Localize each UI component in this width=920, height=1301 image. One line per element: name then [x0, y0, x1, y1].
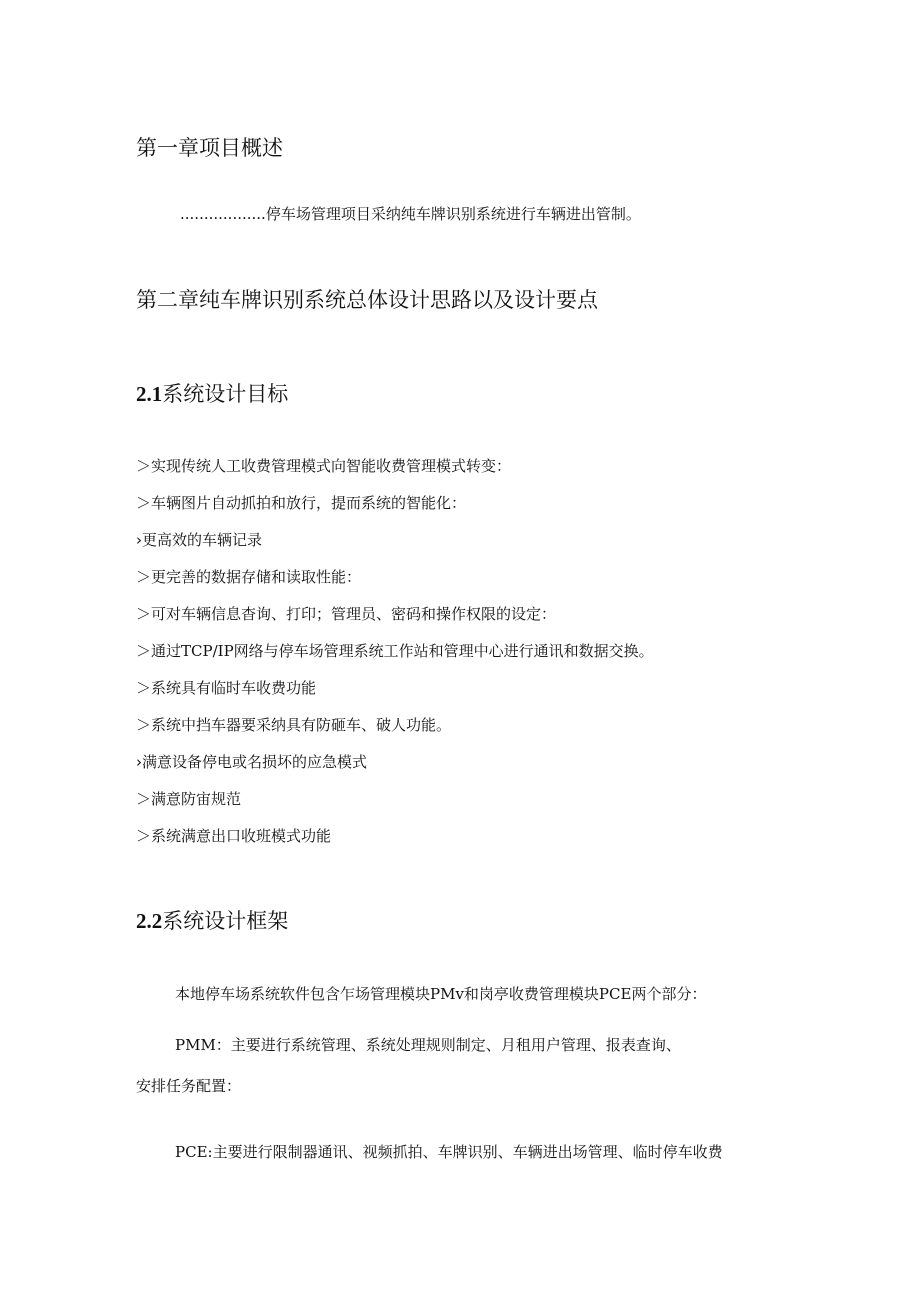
list-item	[136, 788, 241, 809]
framework-paragraph-3: PCE:主要进行限制器通讯、视频抓拍、车牌识别、车辆进出场管理、临时停车收费	[175, 1143, 723, 1161]
bullet-marker: ＞	[136, 679, 152, 697]
list-item	[136, 603, 556, 624]
list-item	[136, 640, 654, 661]
section-2-1-title: 系统设计目标	[162, 382, 289, 406]
list-item	[136, 714, 451, 735]
list-item-text: 满意设备停电或名损坏的应急模式	[142, 753, 368, 771]
section-2-1-heading	[136, 378, 288, 408]
list-item	[136, 492, 466, 513]
list-item-text: 实现传统人工收费管理模式向智能收费管理模式转变：	[151, 457, 512, 475]
list-item	[136, 677, 316, 698]
list-item-text: 通过TCP/IP网络与停车场管理系统工作站和管理中心进行通讯和数据交换。	[151, 642, 654, 660]
bullet-marker: ＞	[136, 642, 152, 660]
list-item-text: 系统中挡车器要采纳具有防砸车、破人功能。	[151, 716, 452, 734]
chapter-1-paragraph: ..................停车场管理项目采纳纯车牌识别系统进行车辆进出管制。	[180, 205, 641, 223]
list-item	[136, 751, 367, 772]
bullet-marker: ›	[136, 531, 142, 549]
bullet-marker: ＞	[136, 494, 152, 512]
list-item	[136, 825, 331, 846]
list-item-text: 更完善的数据存储和读取性能：	[151, 568, 362, 586]
framework-paragraph-2-line-1: PMM：主要进行系统管理、系统处理规则制定、月租用户管理、报表查询、	[175, 1036, 681, 1054]
bullet-marker: ›	[136, 753, 142, 771]
chapter-2-heading: 第二章纯车牌识别系统总体设计思路以及设计要点	[136, 288, 598, 312]
section-2-2-heading	[136, 905, 288, 935]
section-2-2-title: 系统设计框架	[162, 909, 289, 933]
list-item-text: 系统具有临时车收费功能	[151, 679, 317, 697]
framework-paragraph-2-line-2: 安排任务配置：	[136, 1077, 242, 1095]
list-item-text: 可对车辆信息杳询、打印；管理员、密码和操作权限的设定：	[151, 605, 557, 623]
bullet-marker: ＞	[136, 790, 152, 808]
bullet-marker: ＞	[136, 457, 152, 475]
framework-paragraph-1: 本地停车场系统软件包含乍场管理模块PMv和岗亭收费管理模块PCE两个部分：	[175, 985, 707, 1003]
bullet-marker: ＞	[136, 605, 152, 623]
list-item-text: 更高效的车辆记录	[142, 531, 263, 549]
list-item	[136, 529, 262, 550]
bullet-marker: ＞	[136, 827, 152, 845]
section-2-2-number: 2.2	[136, 909, 163, 933]
list-item	[136, 566, 361, 587]
bullet-marker: ＞	[136, 716, 152, 734]
bullet-marker: ＞	[136, 568, 152, 586]
list-item	[136, 455, 511, 476]
list-item-text: 系统满意出口收班模式功能	[151, 827, 332, 845]
list-item-text: 满意防宙规范	[151, 790, 242, 808]
section-2-1-number: 2.1	[136, 382, 163, 406]
chapter-1-heading: 第一章项目概述	[136, 136, 283, 160]
list-item-text: 车辆图片自动抓拍和放行，提而系统的智能化：	[151, 494, 467, 512]
